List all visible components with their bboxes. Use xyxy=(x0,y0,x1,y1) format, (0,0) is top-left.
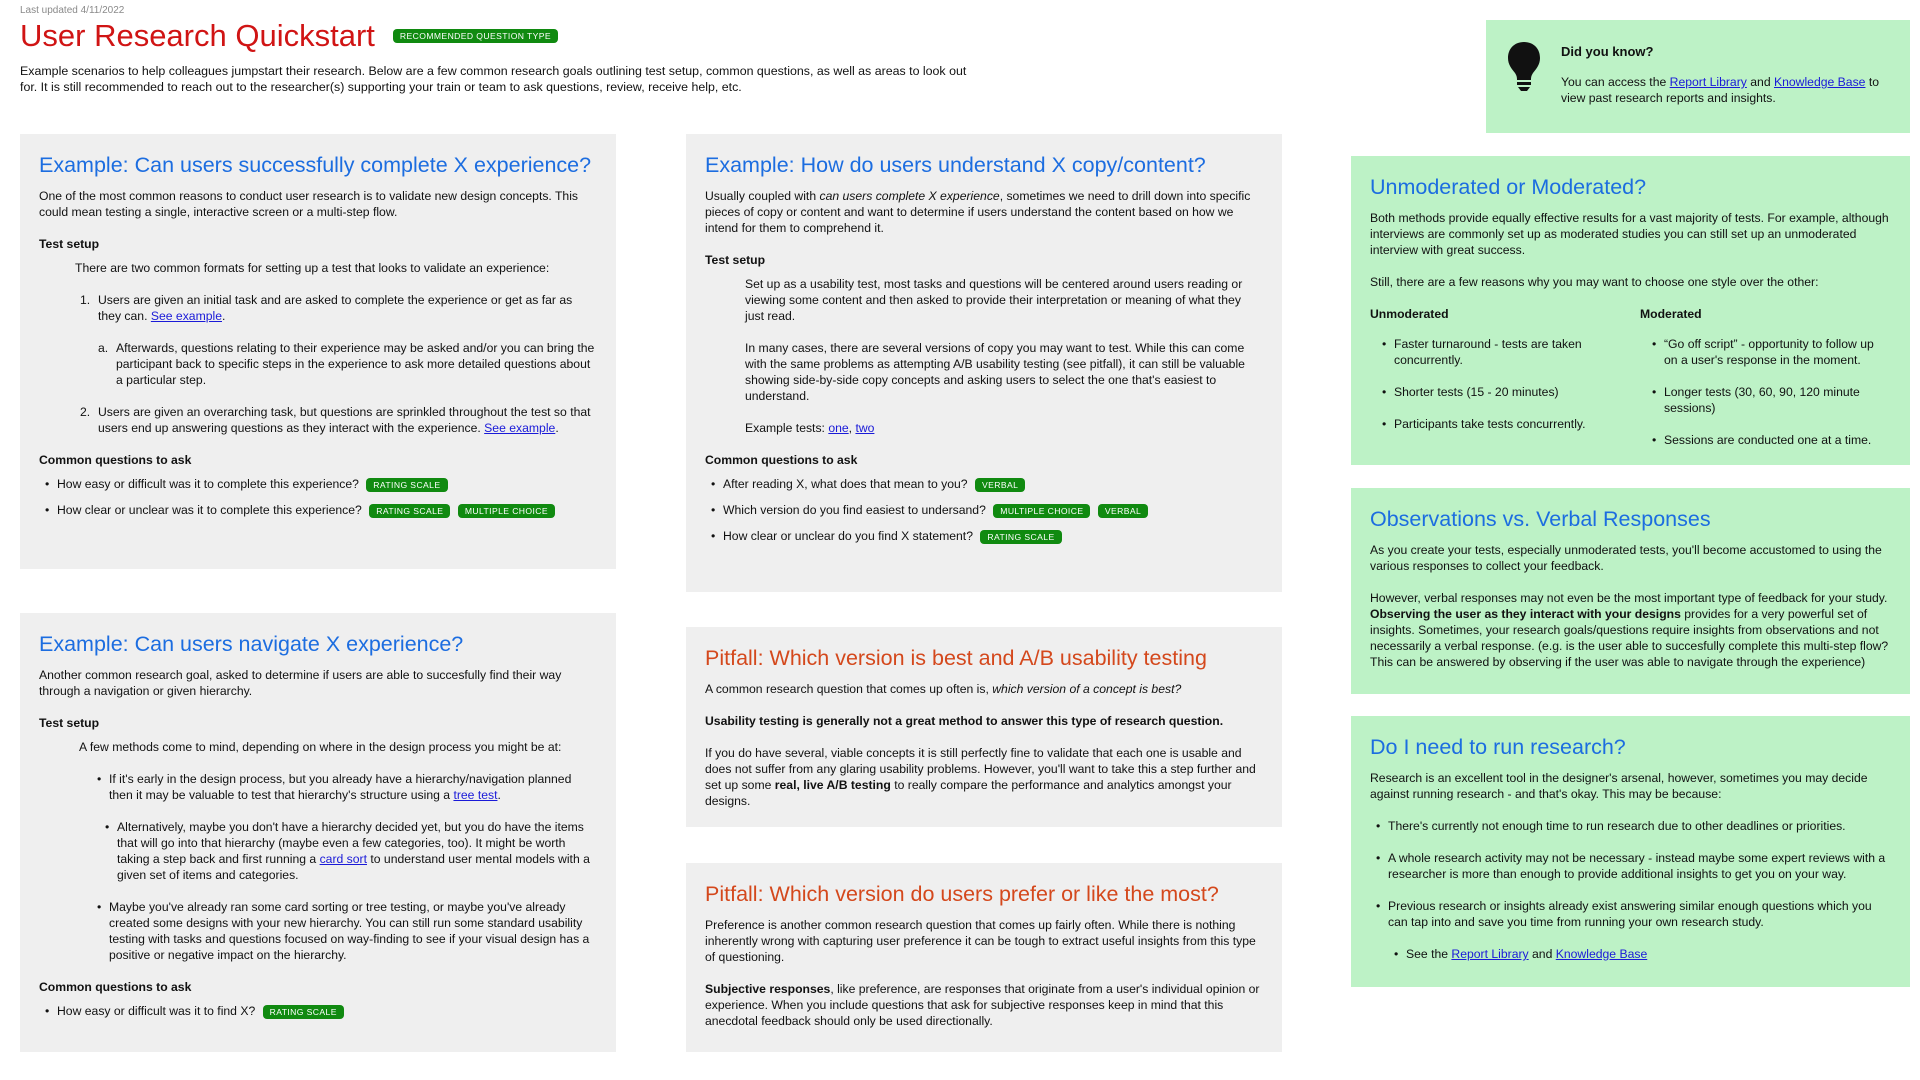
list-item xyxy=(97,899,596,963)
card-complete-intro: One of the most common reasons to conduct user research is to validate new design concepts. This could mean testing a single, interactive screen or a multi-step flow. xyxy=(39,189,579,219)
list-item: • Previous research or insights already exist answering similar enough questions which you can tap into and save you time from running your own research study. xyxy=(1376,898,1890,930)
list-item xyxy=(105,819,596,883)
verbal-tag: VERBAL xyxy=(975,478,1025,492)
question-text: Which version do you find easiest to undersand? xyxy=(723,503,986,517)
card-navigate-setup-intro: A few methods come to mind, depending on where in the design process you might be at: xyxy=(79,740,562,754)
p2-post: provides for a very powerful set of insights. Sometimes, your research goals/questions require insights from observations and not necessarily a verbal response. (e.g. is the user able to succesfully complete this multi-step flow? This can be answered by observing if the user was able to navigate through the experience) xyxy=(1370,607,1889,669)
card-ab-p3 xyxy=(705,745,1262,809)
list-item xyxy=(98,340,596,388)
knowledge-base-link[interactable]: Knowledge Base xyxy=(1773,75,1866,89)
rating-scale-tag: RATING SCALE xyxy=(263,1005,344,1019)
card-copy-setup-p2: In many cases, there are several versions of copy you may want to test. While this can come with the same problems as attempting A/B usability testing (see pitfall), it can still be valuable showing side-by-side copy concepts and asking users to select the one that's easiest to understand. xyxy=(745,341,1245,403)
list-item-end: . xyxy=(555,421,559,435)
card-navigate-experience xyxy=(20,613,616,1052)
card-copy-content xyxy=(686,134,1282,592)
question-text: How easy or difficult was it to complete this experience? xyxy=(57,477,359,491)
card-complete-experience xyxy=(20,134,616,569)
intro-emphasis: can users complete X experience xyxy=(819,189,1000,203)
card-prefer-p2 xyxy=(705,981,1262,1029)
card-moderated-title: Unmoderated or Moderated? xyxy=(1370,175,1647,199)
card-copy-intro xyxy=(705,188,1262,236)
card-ab-p1 xyxy=(705,681,1262,697)
card-ab-title: Pitfall: Which version is best and A/B usability testing xyxy=(705,646,1207,670)
moderated-heading: Moderated xyxy=(1640,307,1702,321)
p2-pre: However, verbal responses may not even be the most important type of feedback for your study. xyxy=(1370,591,1888,605)
report-library-link-2[interactable]: Report Library xyxy=(1451,947,1529,961)
list-item xyxy=(97,771,596,803)
p3-post: to really compare the performance and analytics amongst your designs. xyxy=(705,778,1232,808)
list-item-text: Users are given an initial task and are asked to complete the experience or get as far as they can. xyxy=(98,293,573,323)
list-item: • Shorter tests (15 - 20 minutes) xyxy=(1382,384,1620,400)
card-copy-setup-heading: Test setup xyxy=(705,253,766,267)
multiple-choice-tag: MULTIPLE CHOICE xyxy=(458,504,555,518)
question-item xyxy=(45,476,596,492)
did-you-know-text-pre: You can access the xyxy=(1561,75,1670,89)
verbal-tag: VERBAL xyxy=(1098,504,1148,518)
p2-post: , like preference, are responses that originate from a user's individual opinion or experience. When you include questions that ask for subjective responses keep in mind that this anecdotal feedback should only be used directionally. xyxy=(705,982,1260,1028)
examples-label: Example tests: xyxy=(745,421,829,435)
list-item-end: . xyxy=(497,788,501,802)
rating-scale-tag: RATING SCALE xyxy=(369,504,450,518)
list-item-text: Users are given an overarching task, but questions are sprinkled throughout the test so that users end up answering questions as they interact with the experience. xyxy=(98,405,591,435)
card-complete-questions-heading: Common questions to ask xyxy=(39,453,192,467)
card-observations-p1: As you create your tests, especially unmoderated tests, you'll become accustomed to using the various responses to collect your feedback. xyxy=(1370,543,1882,573)
card-observations-p2 xyxy=(1370,590,1890,670)
list-number: 2. xyxy=(80,405,91,419)
question-item xyxy=(45,502,596,518)
p3-pre: If you do have several, viable concepts it is still perfectly fine to validate that each one is usable and does not suffer from any glaring usability problems. However, you'll want to take this a step further and set up some xyxy=(705,746,1256,792)
list-item: • Participants take tests concurrently. xyxy=(1382,416,1620,432)
card-navigate-title: Example: Can users navigate X experience? xyxy=(39,632,464,656)
list-item xyxy=(80,292,596,324)
did-you-know-text-post: to view past research reports and insights. xyxy=(1561,75,1880,105)
list-item-text: Maybe you've already ran some card sorting or tree testing, or maybe you've already created some designs with your new hierarchy. You can still run some standard usability testing with tasks and questions focused on way-finding to see if your visual design has a positive or negative impact on the hierarchy. xyxy=(109,900,590,962)
question-text: How clear or unclear do you find X statement? xyxy=(723,529,973,543)
p2-bold: Observing the user as they interact with your designs xyxy=(1370,607,1681,621)
see-example-link-1[interactable]: See example xyxy=(150,309,222,323)
card-pitfall-preference xyxy=(686,863,1282,1052)
knowledge-base-link-2[interactable]: Knowledge Base xyxy=(1555,947,1648,961)
page-title-text: User Research Quickstart xyxy=(20,18,375,53)
p2-bold: Subjective responses xyxy=(705,982,831,996)
card-observations xyxy=(1351,488,1910,694)
list-item: • Faster turnaround - tests are taken concurrently. xyxy=(1382,336,1620,368)
card-prefer-title: Pitfall: Which version do users prefer or like the most? xyxy=(705,882,1219,906)
example-two-link[interactable]: two xyxy=(855,421,875,435)
p3-bold: real, live A/B testing xyxy=(774,778,891,792)
question-text: How clear or unclear was it to complete this experience? xyxy=(57,503,362,517)
card-need-research xyxy=(1351,716,1910,987)
list-item-mid: and xyxy=(1528,947,1556,961)
card-complete-title: Example: Can users successfully complete X experience? xyxy=(39,153,592,177)
card-prefer-p1: Preference is another common research question that comes up fairly often. While there is nothing inherently wrong with capturing user preference it can be tough to extract useful insights from this type of questioning. xyxy=(705,918,1256,964)
card-navigate-setup-heading: Test setup xyxy=(39,716,100,730)
p1-pre: A common research question that comes up often is, xyxy=(705,682,993,696)
did-you-know-card xyxy=(1486,20,1910,133)
list-item-text: See the xyxy=(1406,947,1452,961)
intro-pre: Usually coupled with xyxy=(705,189,820,203)
card-ab-p2: Usability testing is generally not a great method to answer this type of research question. xyxy=(705,714,1224,728)
intro-post: , sometimes we need to drill down into specific pieces of copy or content and want to determine if users understand the content based on how we intend for them to comprehend it. xyxy=(705,189,1251,235)
did-you-know-title: Did you know? xyxy=(1561,44,1654,59)
did-you-know-text-mid: and xyxy=(1746,75,1774,89)
legend-tag: RECOMMENDED QUESTION TYPE xyxy=(393,29,558,43)
list-number: 1. xyxy=(80,293,91,307)
card-copy-title: Example: How do users understand X copy/content? xyxy=(705,153,1206,177)
question-text: After reading X, what does that mean to you? xyxy=(723,477,968,491)
list-item-text: Alternatively, maybe you don't have a hierarchy decided yet, but you do have the items that will go into that hierarchy (maybe even a few categories, too). It might be worth taking a step back and first running a xyxy=(117,820,584,866)
page-title xyxy=(20,18,558,54)
card-complete-setup-intro: There are two common formats for setting up a test that looks to validate an experience: xyxy=(75,261,550,275)
report-library-link[interactable]: Report Library xyxy=(1669,75,1747,89)
question-item xyxy=(711,502,1262,518)
card-sort-link[interactable]: card sort xyxy=(319,852,367,866)
list-item-text: Afterwards, questions relating to their experience may be asked and/or you can bring the participant back to specific steps in the experience to ask more detailed questions about a particular step. xyxy=(116,341,595,387)
see-example-link-2[interactable]: See example xyxy=(484,421,556,435)
card-complete-setup-heading: Test setup xyxy=(39,237,100,251)
list-item xyxy=(80,404,596,436)
page-intro: Example scenarios to help colleagues jumpstart their research. Below are a few common research goals outlining test setup, common questions, as well as areas to look out for. It is still recommended to reach out to the researcher(s) supporting your train or team to ask questions, review, receive help, etc. xyxy=(20,64,967,94)
list-item: • “Go off script” - opportunity to follow up on a user's response in the moment. xyxy=(1652,336,1890,368)
card-navigate-questions-heading: Common questions to ask xyxy=(39,980,192,994)
list-item-end: . xyxy=(222,309,226,323)
card-need-title: Do I need to run research? xyxy=(1370,735,1626,759)
card-moderated-p2: Still, there are a few reasons why you may want to choose one style over the other: xyxy=(1370,275,1819,289)
last-updated: Last updated 4/11/2022 xyxy=(20,5,125,16)
question-item xyxy=(711,476,1262,492)
list-number: a. xyxy=(98,341,109,355)
question-item xyxy=(45,1003,596,1019)
example-one-link[interactable]: one xyxy=(828,421,849,435)
lightbulb-icon xyxy=(1506,40,1542,92)
card-observations-title: Observations vs. Verbal Responses xyxy=(1370,507,1711,531)
rating-scale-tag: RATING SCALE xyxy=(366,478,447,492)
card-copy-examples xyxy=(745,420,1262,436)
question-text: How easy or difficult was it to find X? xyxy=(57,1004,256,1018)
rating-scale-tag: RATING SCALE xyxy=(980,530,1061,544)
list-item: • There's currently not enough time to run research due to other deadlines or priorities. xyxy=(1376,818,1890,834)
p1-emphasis: which version of a concept is best? xyxy=(992,682,1182,696)
card-pitfall-ab xyxy=(686,627,1282,827)
card-need-p1: Research is an excellent tool in the designer's arsenal, however, sometimes you may decide against running research - and that's okay. This may be because: xyxy=(1370,771,1868,801)
card-moderated-p1: Both methods provide equally effective results for a vast majority of tests. For example, although interviews are commonly set up as moderated studies you can still set up an unmoderated interview with great success. xyxy=(1370,211,1889,257)
list-item-end: to understand user mental models with a given set of items and categories. xyxy=(117,852,590,882)
card-copy-setup-p1: Set up as a usability test, most tasks and questions will be centered around users reading or viewing some content and then asked to provide their interpretation or meaning of what they just read. xyxy=(745,277,1243,323)
multiple-choice-tag: MULTIPLE CHOICE xyxy=(993,504,1090,518)
tree-test-link[interactable]: tree test xyxy=(453,788,498,802)
card-copy-questions-heading: Common questions to ask xyxy=(705,453,858,467)
card-moderated xyxy=(1351,156,1910,465)
list-item: • A whole research activity may not be necessary - instead maybe some expert reviews with a researcher is more than enough to provide additional insights to get you on your way. xyxy=(1376,850,1890,882)
list-item: • Sessions are conducted one at a time. xyxy=(1652,432,1890,448)
list-item: • Longer tests (30, 60, 90, 120 minute sessions) xyxy=(1652,384,1890,416)
did-you-know-text xyxy=(1561,74,1890,106)
list-item-text: If it's early in the design process, but you already have a hierarchy/navigation planned then it may be valuable to test that hierarchy's structure using a xyxy=(109,772,572,802)
examples-separator: , xyxy=(848,421,856,435)
list-item xyxy=(1394,946,1890,962)
question-item xyxy=(711,528,1262,544)
unmoderated-heading: Unmoderated xyxy=(1370,307,1449,321)
card-navigate-intro: Another common research goal, asked to determine if users are able to succesfully find their way through a navigation or given hierarchy. xyxy=(39,668,562,698)
